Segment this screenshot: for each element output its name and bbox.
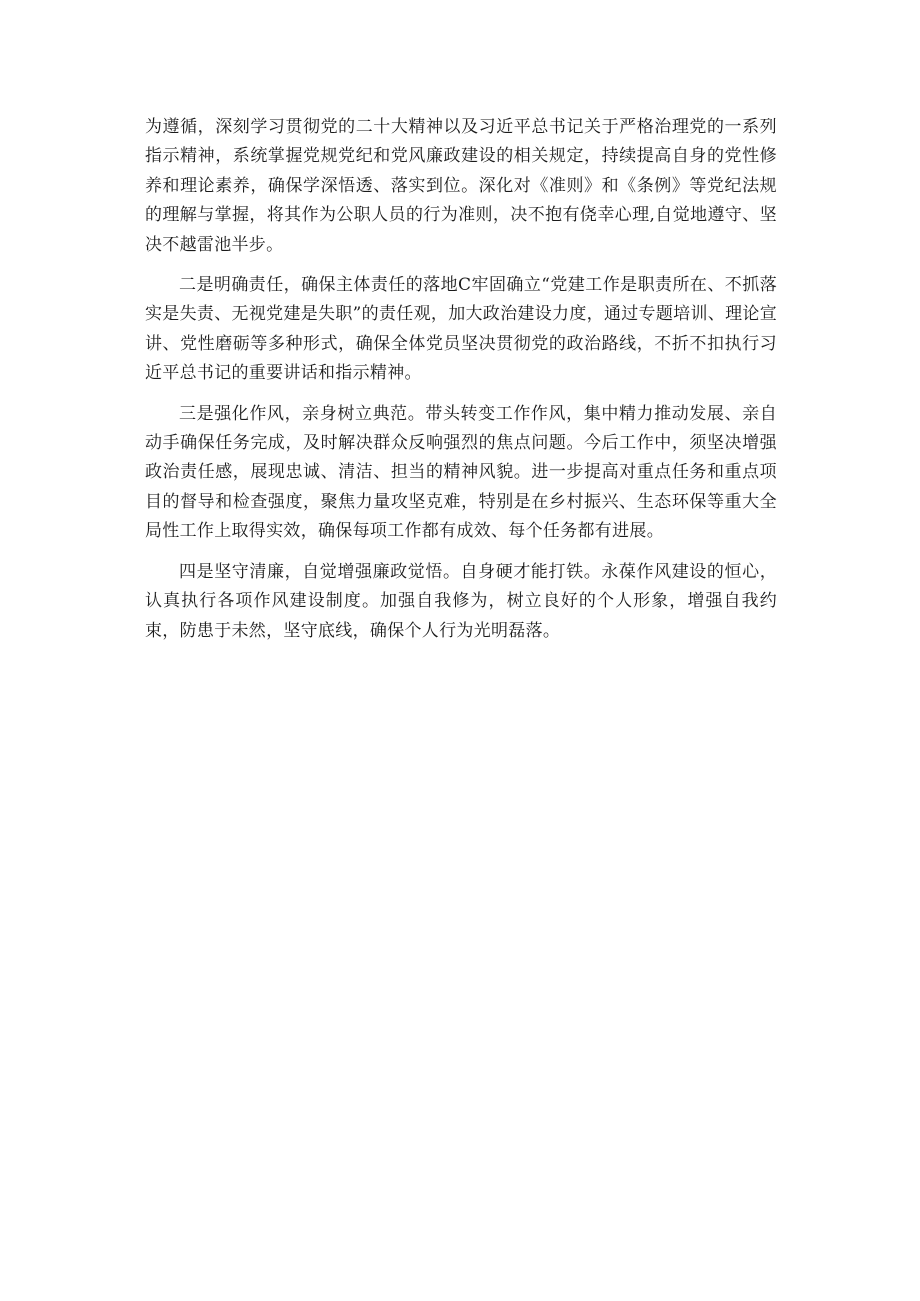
paragraph-continuation: 为遵循，深刻学习贯彻党的二十大精神以及习近平总书记关于严格治理党的一系列指示精神，系统掌握党规党纪和党风廉政建设的相关规定，持续提高自身的党性修养和理论素养，确保学深悟透、落实到位。深化对《准则》和《条例》等党纪法规的理解与掌握，将其作为公职人员的行为准则，决不抱有侥幸心理,自觉地遵守、坚决不越雷池半步。: [145, 117, 777, 255]
paragraph-responsibility: 二是明确责任，确保主体责任的落地C牢固确立“党建工作是职责所在、不抓落实是失责、无视党建是失职”的责任观，加大政治建设力度，通过专题培训、理论宣讲、党性磨砺等多种形式，确保全体党员坚决贯彻党的政治路线，不折不扣执行习近平总书记的重要讲话和指示精神。: [145, 275, 777, 384]
document-body: [145, 113, 777, 657]
paragraph-integrity: 四是坚守清廉，自觉增强廉政觉悟。自身硬才能打铁。永葆作风建设的恒心，认真执行各项作风建设制度。加强自我修为，树立良好的个人形象，增强自我约束，防患于未然，坚守底线，确保个人行为光明磊落。: [145, 561, 777, 641]
paragraph-work-style: 三是强化作风，亲身树立典范。带头转变工作作风，集中精力推动发展、亲自动手确保任务完成，及时解决群众反响强烈的焦点问题。今后工作中，须坚决增强政治责任感，展现忠诚、清洁、担当的精神风貌。进一步提高对重点任务和重点项目的督导和检查强度，聚焦力量攻坚克难，特别是在乡村振兴、生态环保等重大全局性工作上取得实效，确保每项工作都有成效、每个任务都有进展。: [145, 403, 777, 542]
